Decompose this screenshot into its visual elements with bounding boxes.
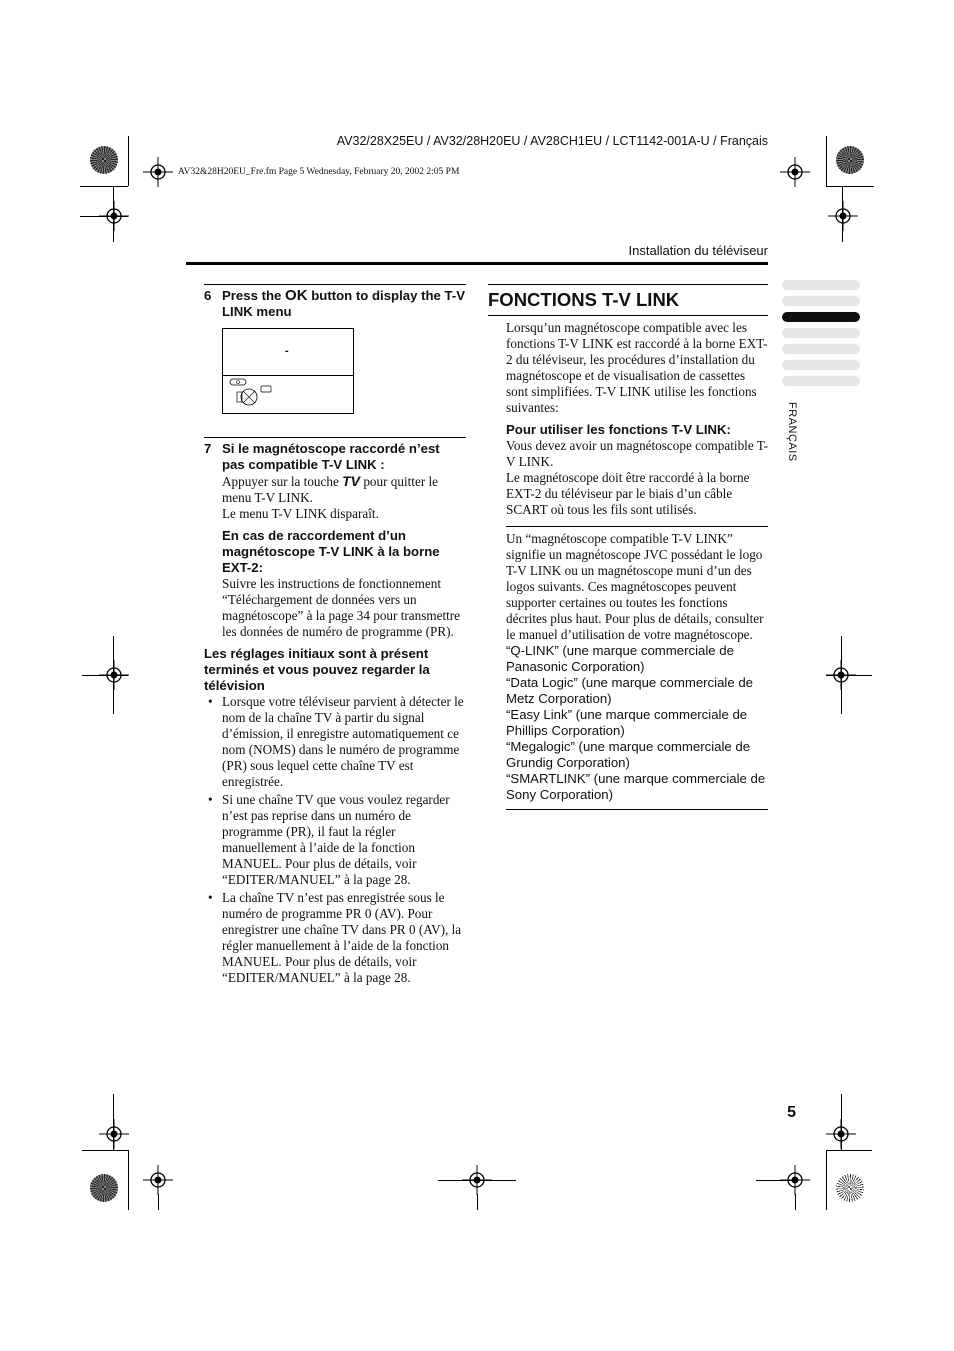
language-tab	[782, 328, 860, 338]
step-number: 6	[204, 288, 212, 303]
final-title: Les réglages initiaux sont à présent terminés et vous pouvez regarder la télévision	[204, 646, 430, 693]
menu-dash: -	[285, 345, 289, 357]
right-column	[488, 284, 768, 810]
list-item: • Si une chaîne TV que vous voulez regarder n’est pas reprise dans un numéro de programme (PR), il faut la régler manuellement à l’aide de la fonction MANUEL. Pour plus de détails, voir “EDITER/MANUEL” à la page 28.	[208, 792, 450, 887]
ext2-title: En cas de raccordement d’un magnétoscope T-V LINK à la borne EXT-2:	[222, 528, 440, 575]
registration-sunburst-icon	[836, 1174, 864, 1202]
step-7: 7 Si le magnétoscope raccordé n’est pas compatible T-V LINK :	[204, 441, 440, 472]
crosshair-icon	[99, 1119, 129, 1149]
language-tab	[782, 280, 860, 290]
language-tab-active	[782, 312, 860, 322]
list-item: • La chaîne TV n’est pas enregistrée sous le numéro de programme PR 0 (AV). Pour enregistrer une chaîne TV dans PR 0 (AV), la régler manuellement à l’aide de la fonction MANUEL. Pour plus de détails, voir “EDITER/MANUEL” à la page 28.	[208, 890, 462, 985]
crosshair-icon	[143, 157, 173, 187]
brand-list	[506, 643, 768, 803]
list-item: • Lorsque votre téléviseur parvient à détecter le nom de la chaîne TV à partir du signal d’émission, il enregistre automatiquement ce nom (NOMS) dans le numéro de programme (PR) sous lequel cette chaîne TV est enregistrée.	[208, 694, 464, 789]
language-tab	[782, 344, 860, 354]
page-number: 5	[787, 1104, 796, 1121]
left-column-continued	[204, 437, 466, 988]
list-item: “Easy Link” (une marque commerciale de Phillips Corporation)	[506, 707, 748, 738]
ext2-body: Suivre les instructions de fonctionnement “Téléchargement de données vers un magnétoscope” à la page 34 pour transmettre les données de numéro de programme (PR).	[222, 576, 461, 639]
registration-sunburst-icon	[90, 1174, 118, 1202]
language-label: FRANÇAIS	[786, 402, 798, 462]
step-number: 7	[204, 441, 212, 456]
tv-link-menu-illustration	[222, 328, 354, 414]
registration-sunburst-icon	[90, 146, 118, 174]
list-item: “SMARTLINK” (une marque commerciale de Sony Corporation)	[506, 771, 766, 802]
language-tab	[782, 360, 860, 370]
remote-keys-icon	[229, 377, 275, 411]
usage-body-2: Le magnétoscope doit être raccordé à la borne EXT-2 du téléviseur par le biais d’un câble SCART où tous les fils sont utilisés.	[506, 470, 750, 517]
tv-key-label: TV	[342, 473, 361, 489]
svg-text:·: ·	[248, 382, 250, 387]
step-7-body-2: Le menu T-V LINK disparaît.	[222, 506, 379, 521]
crosshair-icon	[780, 157, 810, 187]
note-body: Un “magnétoscope compatible T-V LINK” signifie un magnétoscope JVC possédant le logo T-V LINK ou un magnétoscope muni d’un des logos suivants. Ces magnétoscopes peuvent supporter certaines ou toutes les fonctions décrites plus haut. Pour plus de détails, consulter le manuel d’utilisation de votre magnétoscope.	[506, 531, 764, 642]
list-item: “Data Logic” (une marque commerciale de Metz Corporation)	[506, 675, 754, 706]
language-tab	[782, 376, 860, 386]
list-item: “Megalogic” (une marque commerciale de Grundig Corporation)	[506, 739, 751, 770]
file-info: AV32&28H20EU_Fre.fm Page 5 Wednesday, February 20, 2002 2:05 PM	[178, 167, 460, 177]
registration-sunburst-icon	[836, 146, 864, 174]
left-column	[204, 284, 466, 320]
section-title: Installation du téléviseur	[628, 243, 768, 258]
usage-title: Pour utiliser les fonctions T-V LINK:	[506, 422, 731, 437]
final-bullet-list	[204, 694, 466, 986]
intro-paragraph: Lorsqu’un magnétoscope compatible avec les fonctions T-V LINK est raccordé à la borne EXT-2 du téléviseur, les procédures d’installation du magnétoscope et de visualisation de cassettes sont simplifiées. T-V LINK utilise les fonctions suivantes:	[506, 320, 768, 415]
step-7-body: Appuyer sur la touche TV pour quitter le menu T-V LINK.	[222, 473, 439, 505]
section-heading: FONCTIONS T-V LINK	[488, 284, 768, 316]
header-rule	[186, 262, 768, 265]
list-item: “Q-LINK” (une marque commerciale de Panasonic Corporation)	[506, 643, 734, 674]
document-reference: AV32/28X25EU / AV32/28H20EU / AV28CH1EU / LCT1142-001A-U / Français	[336, 134, 768, 148]
language-tab	[782, 296, 860, 306]
crosshair-icon	[143, 1165, 173, 1195]
usage-body-1: Vous devez avoir un magnétoscope compatible T-V LINK.	[506, 438, 768, 469]
step-6: 6 Press the OK button to display the T-V LINK menu	[204, 287, 466, 319]
ok-key-label: OK	[285, 287, 308, 304]
crosshair-icon	[828, 201, 858, 231]
